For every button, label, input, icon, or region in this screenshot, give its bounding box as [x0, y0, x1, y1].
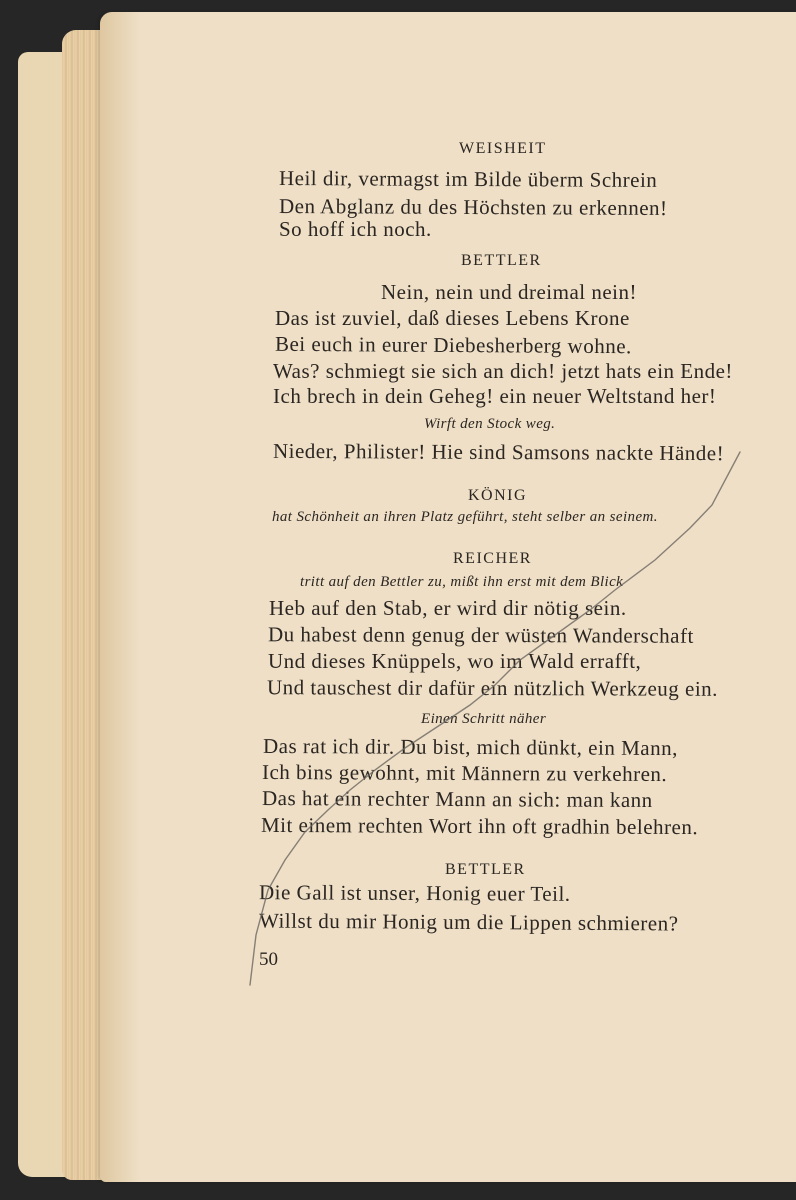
verse-line: Mit einem rechten Wort ihn oft gradhin belehren.	[260, 812, 699, 840]
speaker-koenig: KÖNIG	[468, 487, 528, 504]
verse-line: Nein, nein und dreimal nein!	[381, 280, 638, 304]
verse-line: So hoff ich noch.	[279, 217, 432, 241]
verse-line: Das rat ich dir. Du bist, mich dünkt, ein Mann,	[262, 733, 678, 761]
verse-line: Und tauschest dir dafür ein nützlich Werkzeug ein.	[266, 675, 718, 701]
verse-line: Du habest denn genug der wüsten Wanderschaft	[267, 622, 694, 648]
verse-line: Die Gall ist unser, Honig euer Teil.	[258, 880, 571, 906]
page-number: 50	[259, 949, 278, 970]
verse-line: Den Abglanz du des Höchsten zu erkennen!	[278, 193, 668, 221]
stage-direction: Wirft den Stock weg.	[424, 416, 556, 432]
stage-direction: hat Schönheit an ihren Platz geführt, steht selber an seinem.	[272, 509, 658, 525]
speaker-bettler: BETTLER	[445, 861, 526, 878]
verse-line: Was? schmiegt sie sich an dich! jetzt hats ein Ende!	[273, 359, 733, 383]
verse-line: Das hat ein rechter Mann an sich: man kann	[261, 785, 653, 813]
verse-line: Ich brech in dein Geheg! ein neuer Weltstand her!	[273, 384, 717, 408]
verse-line: Nieder, Philister! Hie sind Samsons nackte Hände!	[272, 438, 725, 466]
verse-line: Heil dir, vermagst im Bilde überm Schrein	[278, 166, 658, 192]
verse-line: Das ist zuviel, daß dieses Lebens Krone	[275, 306, 630, 330]
speaker-reicher: REICHER	[453, 550, 532, 567]
speaker-weisheit: WEISHEIT	[459, 140, 547, 157]
speaker-bettler: BETTLER	[461, 252, 542, 269]
verse-line: Und dieses Knüppels, wo im Wald errafft,	[268, 649, 642, 673]
verse-line: Ich bins gewohnt, mit Männern zu verkehren.	[261, 759, 668, 787]
verse-line: Heb auf den Stab, er wird dir nötig sein.	[269, 596, 627, 620]
verse-line: Bei euch in eurer Diebesherberg wohne.	[274, 331, 632, 359]
verse-line: Willst du mir Honig um die Lippen schmieren?	[258, 908, 679, 936]
stage-direction: Einen Schritt näher	[421, 711, 547, 727]
stage-direction: tritt auf den Bettler zu, mißt ihn erst mit dem Blick	[300, 574, 624, 590]
